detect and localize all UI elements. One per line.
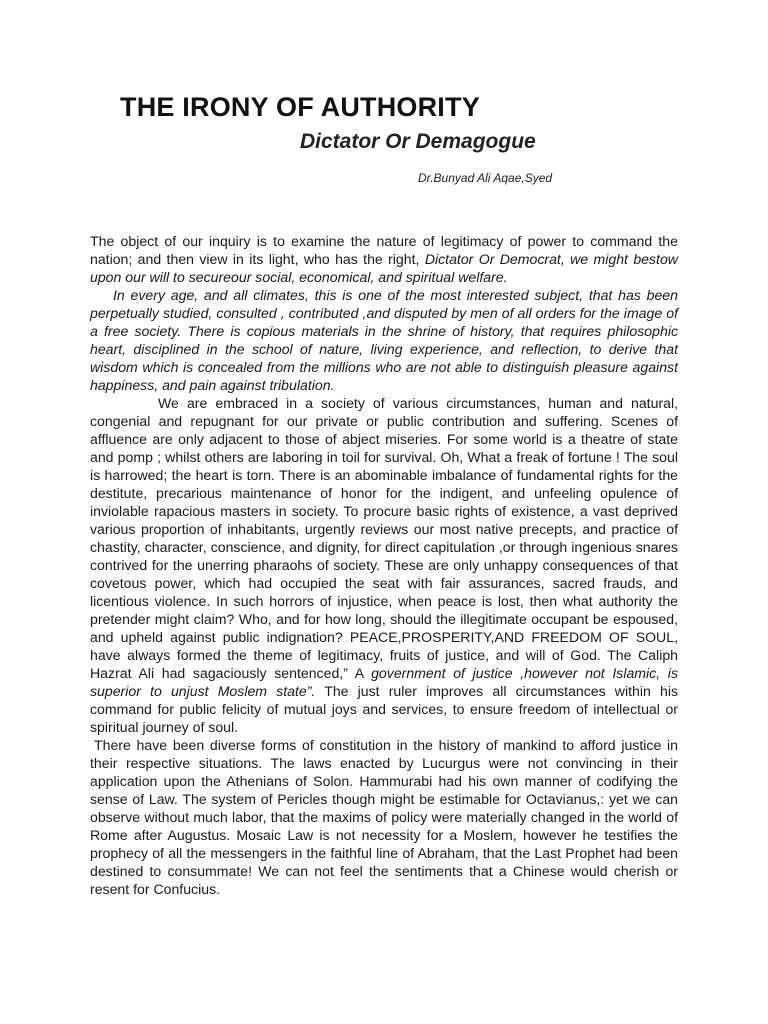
paragraph-intro-text: The object of our inquiry is to examine the nature of legitimacy of power to command the nation; and then view in its light, who has the right, [90,233,678,267]
paragraph-society [90,394,678,736]
paragraph-society-quote: government of justice ,however not Islamic, is superior to unjust Moslem state”. [90,665,678,699]
paragraph-intro-italic: Dictator Or Democrat, we might bestow upon our will to secureour social, economical, and spiritual welfare. [90,251,678,285]
document-title: THE IRONY OF AUTHORITY [120,92,480,122]
paragraph-society-text: We are embraced in a society of various circumstances, human and natural, congenial and repugnant for our private or public contribution and suffering. Scenes of affluence are only adjacent to those of abject miseries. For some world is a theatre of state and pomp ; whilst others are laboring in toil for survival. Oh, What a freak of fortune ! The soul is harrowed; the heart is torn. There is an abominable imbalance of fundamental rights for the destitute, precarious maintenance of honor for the indigent, and unfeeling opulence of inviolable rapacious masters in society. To procure basic rights of existence, a vast deprived various proportion of inhabitants, urgently reviews our most native precepts, and practice of chastity, character, conscience, and dignity, for direct capitulation ,or through ingenious snares contrived for the unerring pharaohs of society. These are only unhappy consequences of that covetous power, which had occupied the seat with fair assurances, sacred frauds, and licentious violence. In such horrors of injustice, when peace is lost, then what authority the pretender might claim? Who, and for how long, should the illegitimate occupant be espoused, and upheld against public indignation? PEACE,PROSPERITY,AND FREEDOM OF SOUL, have always formed the theme of legitimacy, fruits of justice, and will of God. The Caliph Hazrat Ali had sagaciously sentenced,” A [90,395,678,681]
article-body [90,232,678,898]
paragraph-society-end: The just ruler improves all circumstances within his command for public felicity of mutual joys and services, to ensure freedom of intellectual or spiritual journey of soul. [90,683,678,735]
paragraph-intro [90,232,678,286]
document-subtitle: Dictator Or Demagogue [300,130,536,153]
author-name: Dr.Bunyad Ali Aqae,Syed [418,171,553,185]
paragraph-every-age: In every age, and all climates, this is one of the most interested subject, that has been perpetually studied, consulted , contributed ,and disputed by men of all orders for the image of a free society. There is copious materials in the shrine of history, that requires philosophic heart, disciplined in the school of nature, living experience, and reflection, to derive that wisdom which is concealed from the millions who are not able to distinguish pleasure against happiness, and pain against tribulation. [90,287,678,393]
paragraph-constitutions: There have been diverse forms of constitution in the history of mankind to afford justice in their respective situations. The laws enacted by Lucurgus were not convincing in their application upon the Athenians of Solon. Hammurabi had his own manner of codifying the sense of Law. The system of Pericles though might be estimable for Octavianus,: yet we can observe without much labor, that the maxims of policy were materially changed in the world of Rome after Augustus. Mosaic Law is not necessity for a Moslem, however he testifies the prophecy of all the messengers in the faithful line of Abraham, that the Last Prophet had been destined to consummate! We can not feel the sentiments that a Chinese would cherish or resent for Confucius. [90,737,678,897]
